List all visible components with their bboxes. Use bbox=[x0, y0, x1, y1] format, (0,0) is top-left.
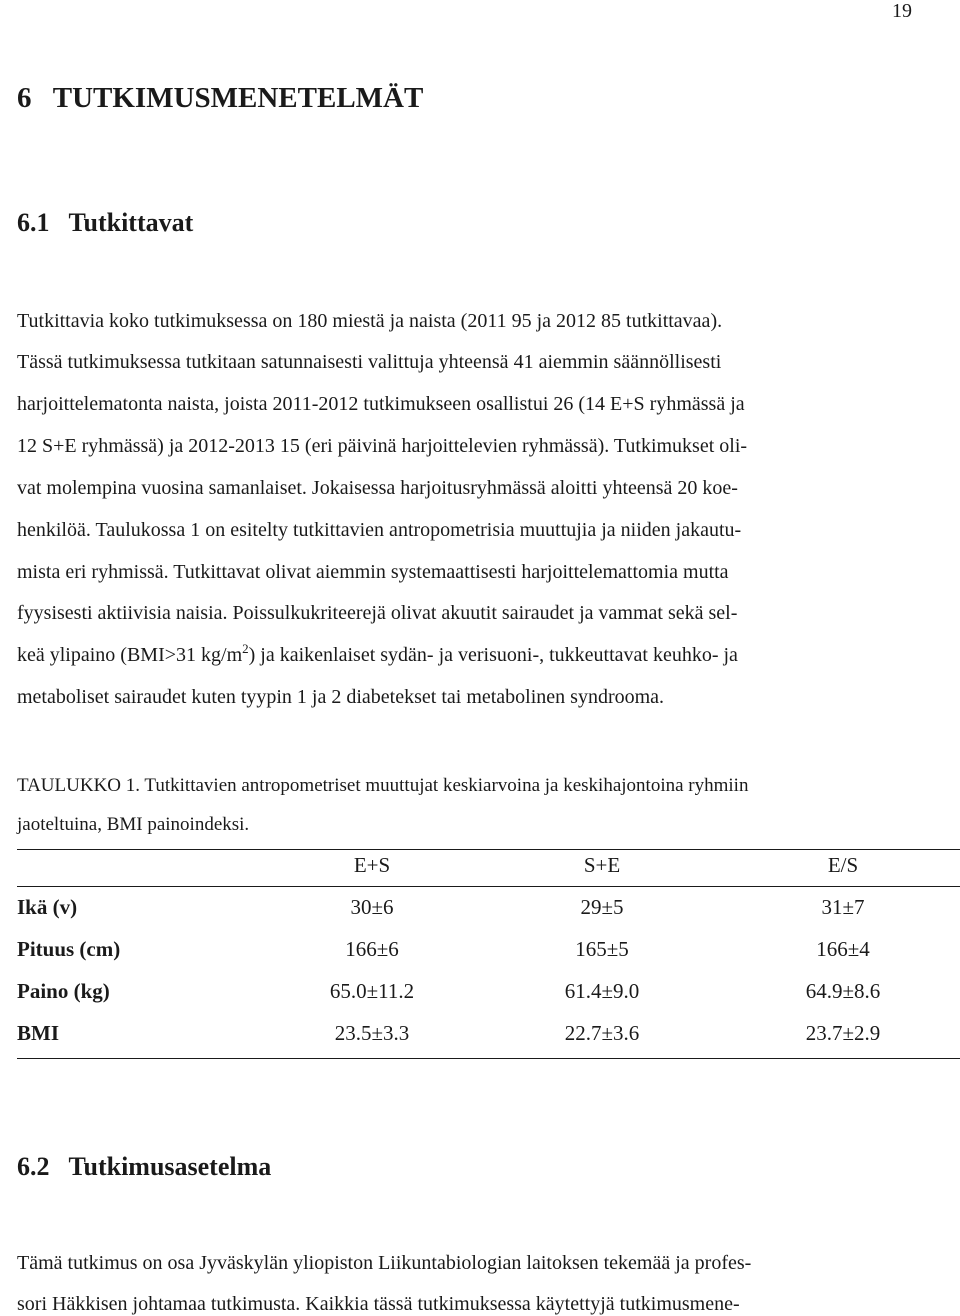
table-cell: 61.4±9.0 bbox=[564, 979, 640, 1003]
table-header-rule bbox=[17, 886, 960, 887]
bmi-text-before: keä ylipaino (BMI>31 kg/m bbox=[17, 644, 243, 666]
table-cell: 165±5 bbox=[575, 937, 629, 961]
paragraph-line: harjoittelematonta naista, joista 2011-2012 tutkimukseen osallistui 26 (14 E+S ryhmässä ja bbox=[17, 393, 745, 415]
table-cell: 166±6 bbox=[345, 937, 399, 961]
column-header-es: E+S bbox=[353, 853, 391, 877]
table-bottom-rule bbox=[17, 1058, 960, 1059]
row-label-bmi: BMI bbox=[17, 1021, 59, 1045]
table-top-rule bbox=[17, 849, 960, 850]
paragraph-line-bmi bbox=[17, 641, 738, 666]
subsection-title-tutkimusasetelma: 6.2 Tutkimusasetelma bbox=[17, 1152, 272, 1181]
paragraph-line: fyysisesti aktiivisia naisia. Poissulkukriteerejä olivat akuutit sairaudet ja vammat sekä sel- bbox=[17, 602, 738, 624]
caption-line: jaoteltuina, BMI painoindeksi. bbox=[17, 814, 250, 835]
column-header-e-s: E/S bbox=[827, 853, 859, 877]
table-cell: 64.9±8.6 bbox=[805, 979, 881, 1003]
table-cell: 31±7 bbox=[821, 895, 865, 919]
row-label-height: Pituus (cm) bbox=[17, 937, 121, 961]
table-cell: 22.7±3.6 bbox=[564, 1021, 640, 1045]
table-cell: 65.0±11.2 bbox=[329, 979, 415, 1003]
paragraph-line: Tutkittavia koko tutkimuksessa on 180 miestä ja naista (2011 95 ja 2012 85 tutkittavaa). bbox=[17, 310, 723, 332]
paragraph-line: Tässä tutkimuksessa tutkitaan satunnaisesti valittuja yhteensä 41 aiemmin säännöllisesti bbox=[17, 351, 722, 373]
paragraph-line: Tämä tutkimus on osa Jyväskylän yliopiston Liikuntabiologian laitoksen tekemää ja profes- bbox=[17, 1252, 752, 1274]
table-cell: 23.7±2.9 bbox=[805, 1021, 881, 1045]
paragraph-line: vat molempina vuosina samanlaiset. Jokaisessa harjoitusryhmässä aloitti yhteensä 20 koe- bbox=[17, 477, 738, 499]
table-cell: 30±6 bbox=[350, 895, 394, 919]
paragraph-line: henkilöä. Taulukossa 1 on esitelty tutkittavien antropometrisia muuttujia ja niiden jakautu- bbox=[17, 519, 742, 541]
row-label-weight: Paino (kg) bbox=[17, 979, 110, 1003]
subsection-title-tutkittavat: 6.1 Tutkittavat bbox=[17, 208, 194, 237]
table-cell: 23.5±3.3 bbox=[334, 1021, 410, 1045]
column-header-se: S+E bbox=[583, 853, 621, 877]
row-label-age: Ikä (v) bbox=[17, 895, 78, 919]
section-title: 6 TUTKIMUSMENETELMÄT bbox=[17, 82, 424, 114]
bmi-text-after: ) ja kaikenlaiset sydän- ja verisuoni-, tukkeuttavat keuhko- ja bbox=[248, 644, 738, 666]
paragraph-line: sori Häkkisen johtamaa tutkimusta. Kaikkia tässä tutkimuksessa käytettyjä tutkimusmene- bbox=[17, 1293, 740, 1315]
caption-line: TAULUKKO 1. Tutkittavien antropometriset muuttujat keskiarvoina ja keskihajontoina ryhmiin bbox=[17, 775, 749, 796]
page-number: 19 bbox=[892, 0, 912, 22]
paragraph-line: mista eri ryhmissä. Tutkittavat olivat aiemmin systemaattisesti harjoittelemattomia mutta bbox=[17, 561, 729, 583]
paragraph-line: 12 S+E ryhmässä) ja 2012-2013 15 (eri päivinä harjoittelevien ryhmässä). Tutkimukset oli- bbox=[17, 435, 748, 457]
superscript-two: 2 bbox=[242, 641, 249, 656]
table-cell: 29±5 bbox=[580, 895, 624, 919]
table-cell: 166±4 bbox=[816, 937, 870, 961]
paragraph-line: metaboliset sairaudet kuten tyypin 1 ja 2 diabetekset tai metabolinen syndrooma. bbox=[17, 686, 665, 708]
